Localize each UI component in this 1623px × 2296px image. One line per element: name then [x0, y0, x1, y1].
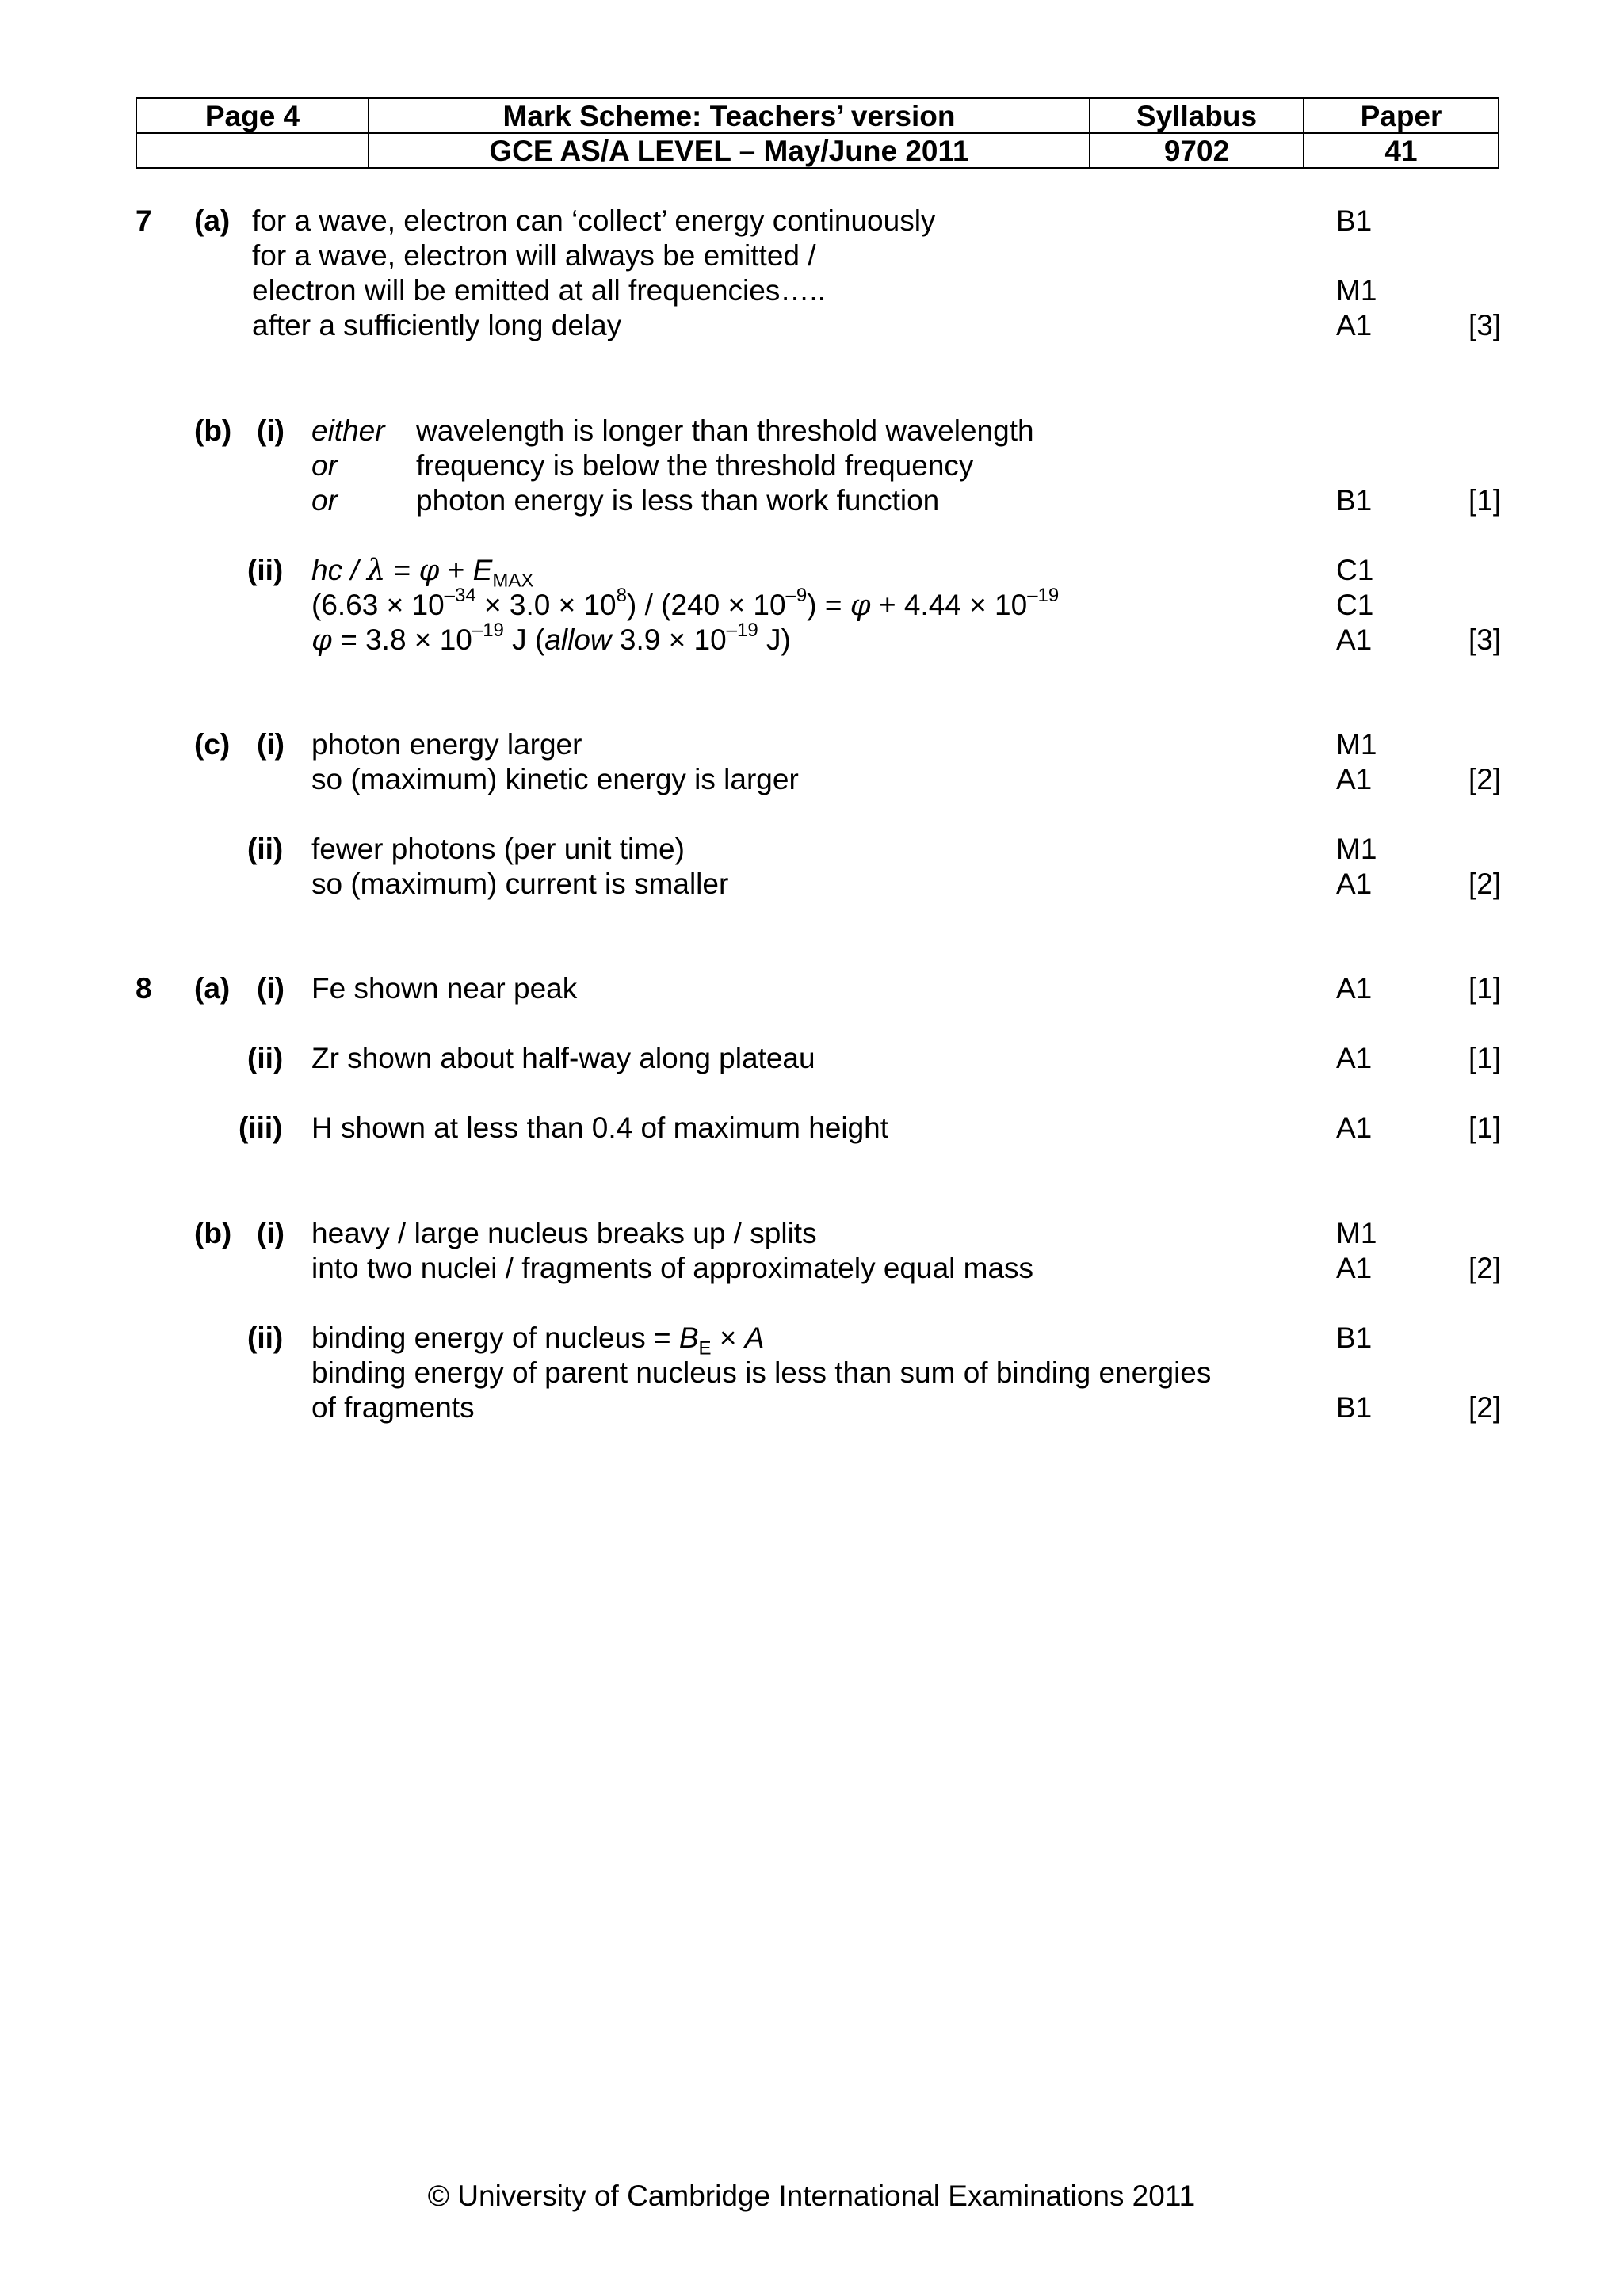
answer-line: H shown at less than 0.4 of maximum height [311, 1112, 889, 1144]
mark-code: A1 [1336, 624, 1373, 656]
mark-code: C1 [1336, 589, 1374, 621]
answer-line: for a wave, electron can ‘collect’ energy continuously [252, 204, 936, 237]
mark-total: [2] [1468, 1391, 1502, 1424]
header-row [136, 98, 1499, 133]
syllabus-label-cell: Syllabus [1090, 98, 1304, 133]
paper-number-cell: 41 [1304, 133, 1499, 168]
answer-line: after a sufficiently long delay [252, 309, 622, 341]
mark-total: [2] [1468, 1252, 1502, 1284]
part-label: (b) [194, 1217, 232, 1249]
answer-line: of fragments [311, 1391, 475, 1424]
part-label: (a) [194, 972, 231, 1005]
mark-code: A1 [1336, 763, 1373, 795]
equation-line: binding energy of nucleus = $B_E \times A$ [311, 1322, 765, 1360]
syllabus-code-cell: 9702 [1090, 133, 1304, 168]
mark-total: [2] [1468, 868, 1502, 900]
subpart-label: (ii) [247, 833, 284, 865]
answer-line: fewer photons (per unit time) [311, 833, 685, 865]
question-number: 7 [136, 204, 152, 237]
subpart-label: (iii) [239, 1112, 283, 1144]
subpart-label: (i) [257, 972, 285, 1005]
exam-cell: GCE AS/A LEVEL – May/June 2011 [369, 133, 1090, 168]
header-row [136, 133, 1499, 168]
subpart-label: (i) [257, 1217, 285, 1249]
answer-line: photon energy is less than work function [416, 484, 940, 517]
mark-code: A1 [1336, 309, 1373, 341]
answer-line: wavelength is longer than threshold wavelength [416, 414, 1034, 447]
answer-line: for a wave, electron will always be emitted / [252, 239, 816, 272]
answer-line: heavy / large nucleus breaks up / splits [311, 1217, 817, 1249]
mark-total: [2] [1468, 763, 1502, 795]
answer-line: frequency is below the threshold frequency [416, 449, 974, 482]
subpart-label: (i) [257, 414, 285, 447]
equation-line: hc / $\lambda = \varphi + E_{MAX}$ [311, 553, 534, 592]
answer-line: into two nuclei / fragments of approximately equal mass [311, 1252, 1034, 1284]
mark-code: B1 [1336, 204, 1373, 237]
mark-code: M1 [1336, 1217, 1377, 1249]
header-table [136, 97, 1499, 169]
paper-label-cell: Paper [1304, 98, 1499, 133]
part-label: (c) [194, 728, 231, 761]
part-label: (b) [194, 414, 232, 447]
subpart-label: (ii) [247, 1322, 284, 1354]
mark-code: B1 [1336, 1322, 1373, 1354]
blank-cell [136, 133, 369, 168]
mark-code: A1 [1336, 868, 1373, 900]
mark-total: [1] [1468, 1112, 1502, 1144]
mark-code: M1 [1336, 833, 1377, 865]
part-label: (a) [194, 204, 231, 237]
mark-total: [3] [1468, 624, 1502, 656]
mark-code: A1 [1336, 1112, 1373, 1144]
mark-code: A1 [1336, 1042, 1373, 1074]
subpart-label: (ii) [247, 1042, 284, 1074]
mark-total: [1] [1468, 484, 1502, 517]
answer-line: Fe shown near peak [311, 972, 578, 1005]
mark-code: B1 [1336, 1391, 1373, 1424]
title-cell: Mark Scheme: Teachers’ version [369, 98, 1090, 133]
mark-code: C1 [1336, 554, 1374, 586]
answer-line: photon energy larger [311, 728, 582, 761]
answer-line: electron will be emitted at all frequencies….. [252, 274, 826, 307]
mark-code: M1 [1336, 728, 1377, 761]
answer-line: Zr shown about half-way along plateau [311, 1042, 815, 1074]
answer-line: so (maximum) kinetic energy is larger [311, 763, 799, 795]
equation-line: $(6.63 \times 10^{-34} \times 3.0 \times 10^8) / (240 \times 10^{-9}) = \varphi + 4.44 \times 10^{-19}$ [311, 584, 1060, 622]
mark-code: B1 [1336, 484, 1373, 517]
mark-code: A1 [1336, 972, 1373, 1005]
mark-total: [1] [1468, 1042, 1502, 1074]
answer-line: so (maximum) current is smaller [311, 868, 729, 900]
equation-line: $\varphi = 3.8 \times 10^{-19}$ J (allow $3.9 \times 10^{-19}$ J) [311, 619, 791, 657]
question-number: 8 [136, 972, 152, 1005]
mark-total: [3] [1468, 309, 1502, 341]
subpart-label: (i) [257, 728, 285, 761]
mark-code: M1 [1336, 274, 1377, 307]
copyright-footer: © University of Cambridge International Examinations 2011 [427, 2180, 1196, 2212]
page-cell: Page 4 [136, 98, 369, 133]
connective: or [311, 484, 338, 517]
subpart-label: (ii) [247, 554, 284, 586]
mark-total: [1] [1468, 972, 1502, 1005]
mark-code: A1 [1336, 1252, 1373, 1284]
answer-line: binding energy of parent nucleus is less than sum of binding energies [311, 1356, 1212, 1389]
connective: either [311, 414, 385, 447]
connective: or [311, 449, 338, 482]
